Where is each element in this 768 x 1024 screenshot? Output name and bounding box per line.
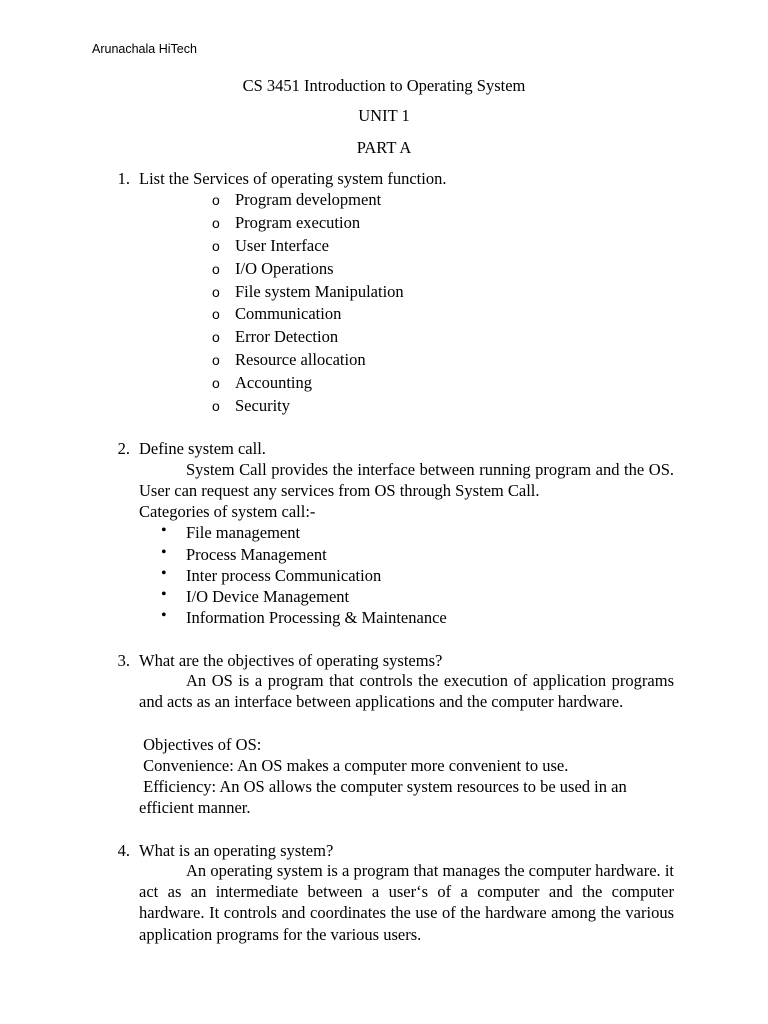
list-bullet: • <box>161 607 167 624</box>
list-item: I/O Operations <box>235 259 334 278</box>
list-item: Program development <box>235 190 382 209</box>
list-bullet: o <box>212 375 220 391</box>
question-text: List the Services of operating system function. <box>139 169 447 188</box>
list-bullet: • <box>161 544 167 561</box>
list-item: Inter process Communication <box>186 566 382 585</box>
question-text: Define system call. <box>139 439 266 458</box>
list-bullet: o <box>212 398 220 414</box>
part-heading: PART A <box>356 138 412 157</box>
answer-paragraph: System Call provides the interface between running program and the OS. User can request any services from OS through System Call. <box>139 460 674 501</box>
list-bullet: o <box>212 238 220 254</box>
objectives-title: Objectives of OS: <box>139 735 262 754</box>
question-number: 2. <box>117 439 130 458</box>
list-item: Process Management <box>186 545 327 564</box>
list-bullet: • <box>161 522 167 539</box>
list-item: Resource allocation <box>235 350 366 369</box>
page-title: CS 3451 Introduction to Operating System <box>242 76 526 95</box>
list-bullet: o <box>212 261 220 277</box>
answer-paragraph: An OS is a program that controls the execution of application programs and acts as an interface between applications and the computer hardware. <box>139 671 674 712</box>
question-text: What are the objectives of operating systems? <box>139 651 443 670</box>
list-bullet: o <box>212 215 220 231</box>
list-bullet: o <box>212 352 220 368</box>
list-item: File system Manipulation <box>235 282 404 301</box>
list-item: Communication <box>235 304 342 323</box>
list-item: Program execution <box>235 213 361 232</box>
list-bullet: o <box>212 284 220 300</box>
question-number: 1. <box>117 169 130 188</box>
list-item: File management <box>186 523 301 542</box>
list-item: Security <box>235 396 290 415</box>
list-bullet: • <box>161 565 167 582</box>
list-item: User Interface <box>235 236 329 255</box>
question-text: What is an operating system? <box>139 841 334 860</box>
list-item: Error Detection <box>235 327 339 346</box>
question-number: 4. <box>117 841 130 860</box>
list-bullet: o <box>212 192 220 208</box>
categories-title: Categories of system call:- <box>139 502 316 521</box>
list-bullet: o <box>212 329 220 345</box>
unit-heading: UNIT 1 <box>358 106 410 125</box>
list-bullet: • <box>161 586 167 603</box>
list-bullet: o <box>212 306 220 322</box>
header-org: Arunachala HiTech <box>92 42 197 56</box>
convenience-line: Convenience: An OS makes a computer more convenient to use. <box>139 756 569 775</box>
list-item: Information Processing & Maintenance <box>186 608 447 627</box>
question-number: 3. <box>117 651 130 670</box>
list-item: Accounting <box>235 373 312 392</box>
efficiency-line: Efficiency: An OS allows the computer system resources to be used in an efficient manner. <box>139 777 631 818</box>
list-item: I/O Device Management <box>186 587 350 606</box>
answer-paragraph: An operating system is a program that manages the computer hardware. it act as an intermediate between a user‘s of a computer and the computer hardware. It controls and coordinates the use of the hardware among the various application programs for the various users. <box>139 861 674 944</box>
